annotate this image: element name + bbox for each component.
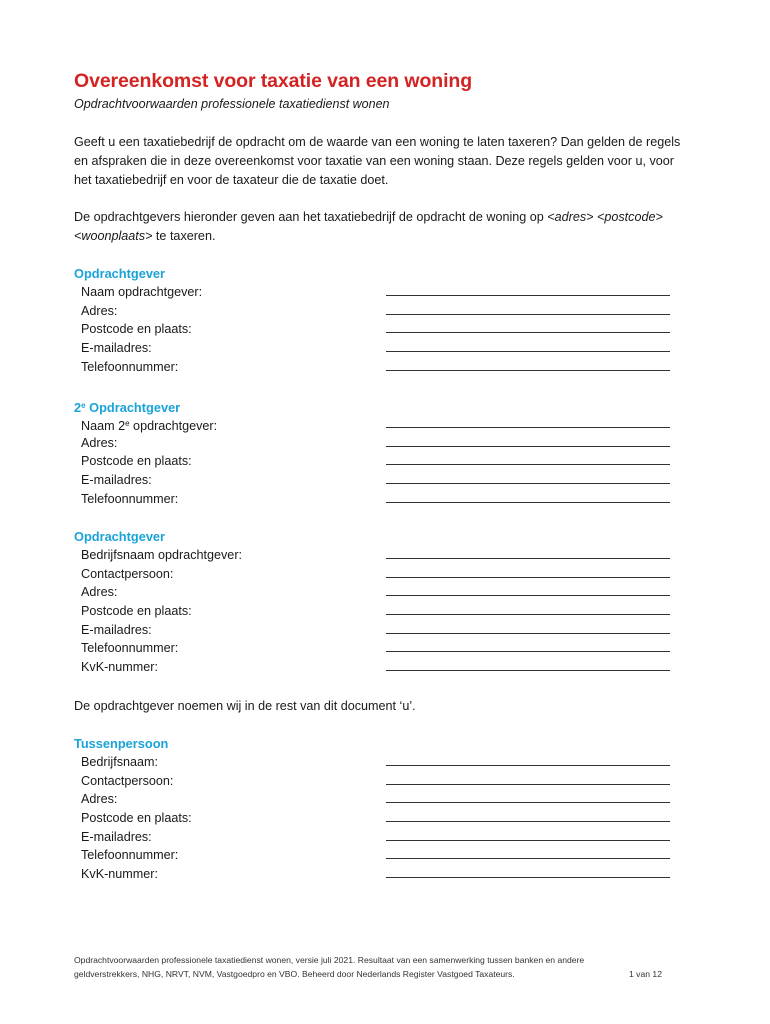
field-naam-tweede-opdrachtgever — [74, 415, 674, 434]
footer-line-1: Opdrachtvoorwaarden professionele taxatiedienst wonen, versie juli 2021. Resultaat van een samenwerking tussen banken en andere — [74, 955, 585, 965]
document-title: Overeenkomst voor taxatie van een woning — [74, 70, 473, 92]
section-title: Opdrachtgever — [74, 529, 166, 544]
field-label: Postcode en plaats: — [81, 454, 192, 469]
fill-in-line[interactable] — [386, 877, 670, 878]
section-opdrachtgever-bedrijf — [74, 527, 674, 677]
page-number: 1 van 12 — [629, 969, 662, 979]
field-postcode-plaats — [74, 320, 674, 339]
fill-in-line[interactable] — [386, 802, 670, 803]
field-postcode-plaats — [74, 602, 674, 621]
fill-in-line[interactable] — [386, 427, 670, 428]
fill-in-line[interactable] — [386, 370, 670, 371]
field-telefoonnummer — [74, 490, 674, 509]
field-label-part: opdrachtgever: — [129, 419, 218, 433]
page-footer — [74, 953, 674, 981]
field-kvk-nummer — [74, 865, 674, 884]
fill-in-line[interactable] — [386, 784, 670, 785]
fill-in-line[interactable] — [386, 821, 670, 822]
fill-in-line[interactable] — [386, 651, 670, 652]
section-title-number: 2 — [74, 400, 82, 415]
section-opdrachtgever — [74, 264, 674, 376]
field-label: Naam opdrachtgever: — [81, 285, 203, 299]
field-telefoonnummer — [74, 846, 674, 865]
field-emailadres — [74, 621, 674, 640]
fill-in-line[interactable] — [386, 483, 670, 484]
field-telefoonnummer — [74, 639, 674, 658]
field-label: Contactpersoon: — [81, 566, 174, 581]
field-label: Postcode en plaats: — [81, 811, 192, 826]
section-tweede-opdrachtgever — [74, 396, 674, 508]
you-note-paragraph: De opdrachtgever noemen wij in de rest van dit document ‘u’. — [74, 699, 416, 713]
field-emailadres — [74, 339, 674, 358]
field-label — [81, 415, 217, 436]
assignment-text-before: De opdrachtgevers hieronder geven aan het taxatiebedrijf de opdracht de woning op — [74, 210, 548, 224]
section-title-superscript: e — [81, 401, 86, 410]
field-label: E-mailadres: — [81, 473, 152, 488]
field-label-part: Naam 2 — [81, 419, 126, 433]
fill-in-line[interactable] — [386, 314, 670, 315]
fill-in-line[interactable] — [386, 446, 670, 447]
fill-in-line[interactable] — [386, 332, 670, 333]
field-label: Adres: — [81, 435, 118, 450]
field-label: Telefoonnummer: — [81, 848, 179, 863]
field-telefoonnummer — [74, 358, 674, 377]
field-label: Adres: — [81, 792, 118, 807]
fill-in-line[interactable] — [386, 633, 670, 634]
assignment-text-after: te taxeren. — [152, 229, 216, 243]
intro-paragraph: Geeft u een taxatiebedrijf de opdracht om de waarde van een woning te laten taxeren? Dan gelden de regels en afspraken die in deze overeenkomst voor taxatie van een woning staan. Deze regels gelden voor u, voor het taxatiebedrijf en voor de taxateur die de taxatie doet. — [74, 135, 681, 187]
field-label: Postcode en plaats: — [81, 322, 192, 337]
section-tussenpersoon — [74, 734, 674, 884]
fill-in-line[interactable] — [386, 502, 670, 503]
fill-in-line[interactable] — [386, 558, 670, 559]
field-adres — [74, 583, 674, 602]
section-title-rest: Opdrachtgever — [85, 400, 181, 415]
fill-in-line[interactable] — [386, 840, 670, 841]
field-bedrijfsnaam — [74, 753, 674, 772]
fill-in-line[interactable] — [386, 595, 670, 596]
field-label: E-mailadres: — [81, 341, 152, 356]
fill-in-line[interactable] — [386, 351, 670, 352]
city-placeholder: <woonplaats> — [74, 229, 153, 243]
fill-in-line[interactable] — [386, 614, 670, 615]
field-emailadres — [74, 828, 674, 847]
field-label: Bedrijfsnaam opdrachtgever: — [81, 548, 243, 562]
field-label: Postcode en plaats: — [81, 604, 192, 619]
field-label: E-mailadres: — [81, 622, 152, 637]
document-subtitle: Opdrachtvoorwaarden professionele taxatiedienst wonen — [74, 97, 390, 111]
field-label: Telefoonnummer: — [81, 641, 179, 656]
field-adres — [74, 790, 674, 809]
assignment-paragraph — [74, 208, 694, 246]
fill-in-line[interactable] — [386, 670, 670, 671]
fill-in-line[interactable] — [386, 858, 670, 859]
field-contactpersoon — [74, 565, 674, 584]
field-label: Adres: — [81, 303, 118, 318]
field-contactpersoon — [74, 772, 674, 791]
field-postcode-plaats — [74, 452, 674, 471]
field-adres — [74, 434, 674, 453]
field-postcode-plaats — [74, 809, 674, 828]
fill-in-line[interactable] — [386, 577, 670, 578]
postcode-placeholder: <postcode> — [597, 210, 663, 224]
section-title — [74, 396, 674, 415]
field-bedrijfsnaam-opdrachtgever — [74, 546, 674, 565]
field-naam-opdrachtgever — [74, 283, 674, 302]
address-placeholder: <adres> — [547, 210, 594, 224]
field-emailadres — [74, 471, 674, 490]
field-label: KvK-nummer: — [81, 660, 158, 675]
field-adres — [74, 302, 674, 321]
field-label: E-mailadres: — [81, 829, 152, 844]
field-kvk-nummer — [74, 658, 674, 677]
section-title: Opdrachtgever — [74, 266, 166, 281]
field-label: KvK-nummer: — [81, 867, 158, 882]
field-label: Bedrijfsnaam: — [81, 755, 158, 769]
footer-line-2: geldverstrekkers, NHG, NRVT, NVM, Vastgoedpro en VBO. Beheerd door Nederlands Register Vastgoed Taxateurs. — [74, 969, 515, 979]
field-label: Contactpersoon: — [81, 773, 174, 788]
field-label: Telefoonnummer: — [81, 491, 179, 506]
field-label: Telefoonnummer: — [81, 359, 179, 374]
field-label: Adres: — [81, 585, 118, 600]
section-title: Tussenpersoon — [74, 736, 169, 751]
fill-in-line[interactable] — [386, 765, 670, 766]
fill-in-line[interactable] — [386, 464, 670, 465]
fill-in-line[interactable] — [386, 295, 670, 296]
field-label-superscript: e — [125, 419, 130, 428]
